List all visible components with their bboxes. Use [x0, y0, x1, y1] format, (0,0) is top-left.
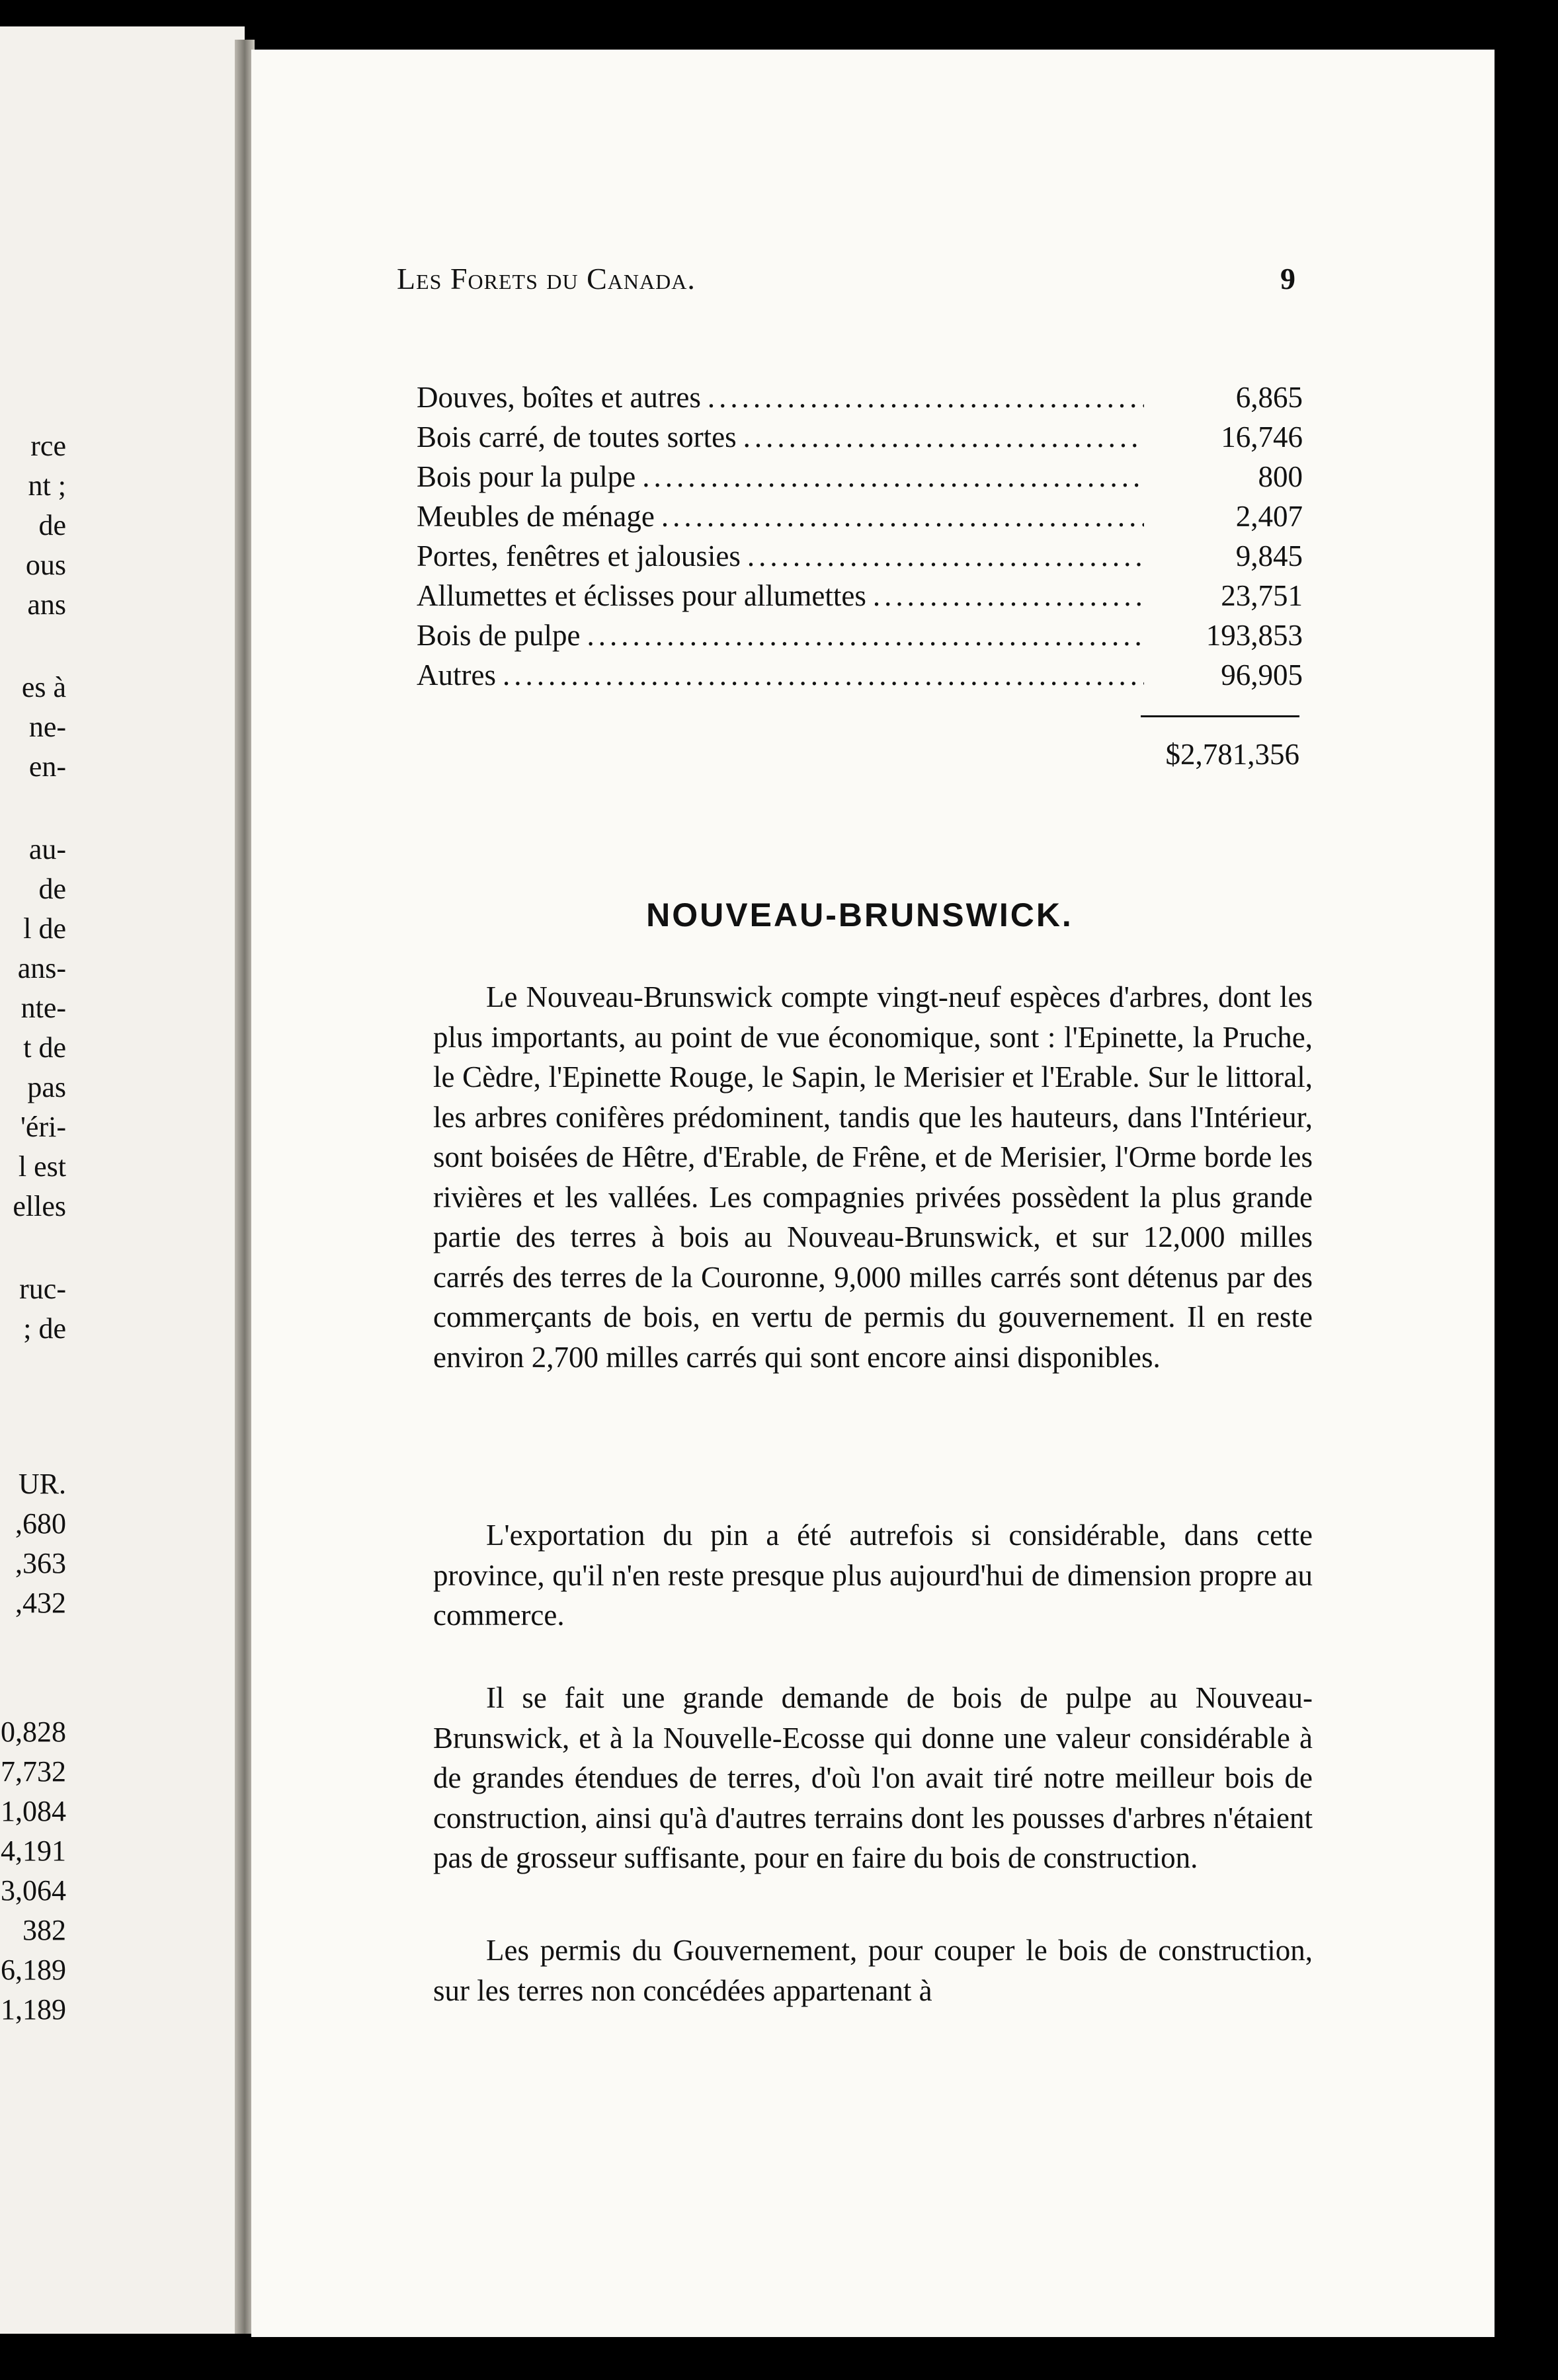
- body-paragraph: L'exportation du pin a été autrefois si considérable, dans cette province, qu'il n'en reste presque plus aujourd'hui de dimension propre au commerce.: [433, 1519, 1313, 1632]
- listing-row: [417, 618, 1303, 658]
- left-fragment: pas: [27, 1071, 66, 1103]
- listing-row: [417, 459, 1303, 499]
- dot-leader: [661, 499, 1144, 534]
- left-fragment: ,680: [15, 1507, 66, 1540]
- listing-row: [417, 539, 1303, 578]
- body-paragraph: Il se fait une grande demande de bois de pulpe au Nouveau-Brunswick, et à la Nouvelle-Ecosse qui donne une valeur considérable à de grandes étendues de terres, d'où l'on avait tiré notre meilleur bois de construction, ainsi qu'à d'autres terrains dont les pousses d'arbres n'étaient pas de grosseur suffisante, pour en faire du bois de construction.: [433, 1681, 1313, 1874]
- left-fragment: 1,189: [1, 1993, 66, 2026]
- listing-value: 2,407: [1235, 500, 1303, 533]
- left-fragment: l est: [18, 1150, 66, 1183]
- left-fragment: l de: [23, 912, 66, 945]
- listing-label: Douves, boîtes et autres: [417, 381, 701, 414]
- listing-label: Autres: [417, 658, 496, 692]
- listing-value: 16,746: [1221, 420, 1303, 454]
- listing-row: [417, 499, 1303, 539]
- left-fragment: ous: [25, 549, 66, 581]
- dot-leader: [747, 539, 1144, 573]
- listing-row: [417, 380, 1303, 420]
- listing-row: [417, 420, 1303, 459]
- left-fragment: 3,064: [1, 1874, 66, 1907]
- listing-label: Portes, fenêtres et jalousies: [417, 539, 741, 573]
- left-fragment: en-: [28, 750, 66, 783]
- dot-leader: [743, 420, 1144, 454]
- left-fragment: 1,084: [1, 1795, 66, 1827]
- page-number: 9: [1280, 262, 1296, 296]
- running-title: Les Forets du Canada.: [397, 262, 696, 296]
- listing-value: 23,751: [1221, 579, 1303, 612]
- listing-value: 193,853: [1206, 619, 1303, 652]
- left-fragment: t de: [23, 1031, 66, 1064]
- dot-leader: [873, 578, 1144, 613]
- left-fragment: 'éri-: [20, 1111, 66, 1143]
- left-fragment: UR.: [18, 1468, 66, 1500]
- scan-border: [1495, 0, 1558, 2380]
- listing-value: 6,865: [1235, 381, 1303, 414]
- total-rule: [1141, 715, 1299, 717]
- left-fragment: de: [38, 873, 66, 905]
- dot-leader: [587, 618, 1144, 653]
- left-fragment: rce: [30, 430, 66, 462]
- dot-leader: [708, 380, 1144, 415]
- listing-value: 9,845: [1235, 539, 1303, 573]
- left-fragment: 4,191: [1, 1835, 66, 1867]
- left-fragment: ; de: [23, 1312, 66, 1345]
- running-head: [397, 261, 1296, 296]
- dot-leader: [642, 459, 1144, 494]
- value-listing: [417, 380, 1303, 697]
- left-fragment: ,432: [15, 1587, 66, 1619]
- left-fragment: ,363: [15, 1547, 66, 1579]
- listing-total: $2,781,356: [1165, 738, 1299, 771]
- left-fragment: nt ;: [28, 469, 66, 502]
- body-paragraph: Le Nouveau-Brunswick compte vingt-neuf espèces d'arbres, dont les plus importants, au point de vue économique, sont : l'Epinette, la Pruche, le Cèdre, l'Epinette Rouge, le Sapin, le Merisier et l'Erable. Sur le littoral, les arbres conifères prédominent, tandis que les hauteurs, dans l'Intérieur, sont boisées de Hêtre, d'Erable, de Frêne, et de Merisier, l'Orme borde les rivières et les vallées. Les compagnies privées possèdent la plus grande partie des terres à bois au Nouveau-Brunswick, et sur 12,000 milles carrés des terres de la Couronne, 9,000 milles carrés sont détenus par des commerçants de bois, en vertu de permis du gouvernement. Il en reste environ 2,700 milles carrés qui sont encore ainsi disponibles.: [433, 980, 1313, 1374]
- dot-leader: [503, 658, 1144, 692]
- listing-value: 800: [1258, 460, 1303, 493]
- listing-row: [417, 578, 1303, 618]
- left-fragment: au-: [28, 833, 66, 865]
- body-paragraph: Les permis du Gouvernement, pour couper le bois de construction, sur les terres non concédées appartenant à: [433, 1934, 1313, 2007]
- listing-label: Bois de pulpe: [417, 619, 581, 652]
- listing-label: Bois pour la pulpe: [417, 460, 636, 493]
- left-fragment: nte-: [20, 992, 66, 1024]
- left-fragment: ne-: [28, 711, 66, 743]
- section-heading: NOUVEAU-BRUNSWICK.: [646, 896, 1073, 933]
- listing-value: 96,905: [1221, 658, 1303, 692]
- left-fragment: ruc-: [19, 1273, 66, 1305]
- left-fragment: de: [38, 509, 66, 541]
- left-facing-page: [0, 26, 245, 2334]
- listing-label: Bois carré, de toutes sortes: [417, 420, 737, 454]
- left-fragment: es à: [21, 671, 66, 703]
- left-fragment: ans: [27, 588, 66, 621]
- left-fragment: ans-: [17, 952, 66, 984]
- listing-label: Allumettes et éclisses pour allumettes: [417, 579, 866, 612]
- left-fragment: 7,732: [1, 1755, 66, 1788]
- left-fragment: elles: [13, 1190, 66, 1222]
- left-fragment: 382: [22, 1914, 66, 1946]
- left-fragment: 0,828: [1, 1716, 66, 1748]
- listing-row: [417, 658, 1303, 697]
- listing-label: Meubles de ménage: [417, 500, 655, 533]
- left-fragment: 6,189: [1, 1954, 66, 1986]
